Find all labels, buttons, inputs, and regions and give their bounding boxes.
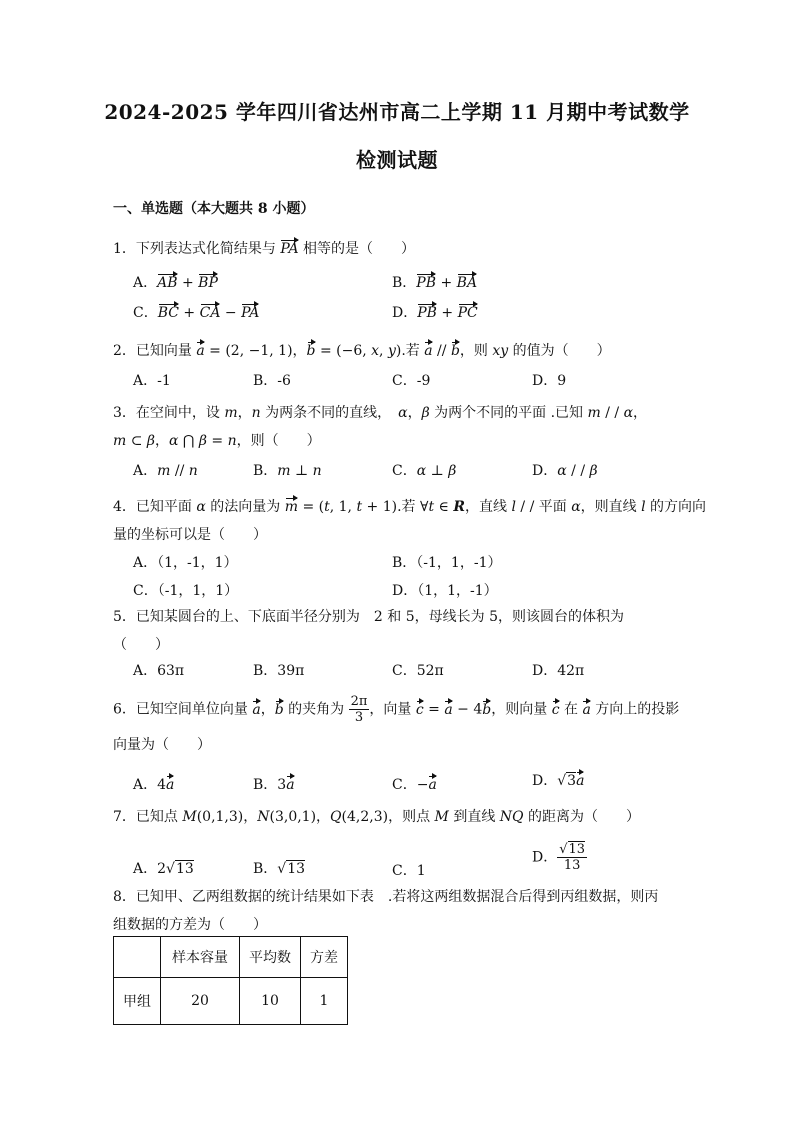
question-5-stem-line2: （ ） (113, 637, 169, 653)
question-2-option-d[interactable]: D．9 (532, 373, 567, 389)
question-6-stem-line2: 向量为（ ） (113, 737, 211, 753)
question-4-stem-line1: 4．已知平面 α 的法向量为 m = (t, 1, t + 1).若 ∀t ∈ R，直线 l / / 平面 α，则直线 l 的方向向 (113, 496, 706, 516)
question-6-stem-line1: 6．已知空间单位向量 a，b 的夹角为 $\frac{2\pi}{3}$ ，向量 c = a − 4b，则向量 c 在 a 方向上的投影 (113, 694, 680, 725)
question-3-option-c[interactable]: C．α ⊥ β (392, 463, 457, 479)
question-5-stem-line1: 5．已知某圆台的上、下底面半径分别为 2 和 5，母线长为 5，则该圆台的体积为 (113, 609, 624, 625)
question-5-option-b[interactable]: B．39π (253, 663, 305, 679)
angle-fraction: $\frac{2\pi}{3}$ (350, 694, 368, 725)
table-cell: 1 (301, 978, 348, 1025)
question-5-option-c[interactable]: C．52π (392, 663, 444, 679)
question-1-option-a[interactable]: A．AB + BP (133, 272, 218, 292)
table-header-cell: 样本容量 (161, 937, 240, 978)
question-4-option-d[interactable]: D．（1，1，-1） (392, 583, 498, 599)
question-7-option-b[interactable]: B．√13 (253, 861, 306, 877)
exam-title: 2024-2025 学年四川省达州市高二上学期 11 月期中考试数学 (104, 100, 690, 124)
table-cell: 20 (161, 978, 240, 1025)
question-3-option-d[interactable]: D．α / / β (532, 463, 598, 479)
table-header-cell (114, 937, 161, 978)
question-8-stem-line1: 8．已知甲、乙两组数据的统计结果如下表 .若将这两组数据混合后得到丙组数据，则丙 (113, 889, 659, 905)
question-2-option-b[interactable]: B．-6 (253, 373, 291, 389)
question-1-stem: 1．下列表达式化简结果与 PA 相等的是（ ） (113, 238, 415, 258)
question-2-stem: 2．已知向量 a = (2, −1, 1)，b = (−6, x, y).若 a // b，则 xy 的值为（ ） (113, 340, 611, 360)
question-8-stem-line2: 组数据的方差为（ ） (113, 917, 267, 933)
question-7-option-d[interactable]: D． $\frac{√13}{13}$ (532, 842, 586, 873)
question-5-option-a[interactable]: A．63π (133, 663, 185, 679)
question-5-option-d[interactable]: D．42π (532, 663, 585, 679)
table-cell: 10 (240, 978, 301, 1025)
question-6-option-a[interactable]: A．4a (133, 774, 174, 794)
table-cell: 甲组 (114, 978, 161, 1025)
exam-subtitle: 检测试题 (356, 148, 438, 172)
question-3-option-a[interactable]: A．m // n (133, 463, 198, 479)
question-7-option-c[interactable]: C．1 (392, 863, 426, 879)
question-1-option-b[interactable]: B．PB + BA (392, 272, 477, 292)
question-6-option-b[interactable]: B．3a (253, 774, 295, 794)
question-3-option-b[interactable]: B．m ⊥ n (253, 463, 322, 479)
table-row (114, 978, 348, 1025)
section-heading: 一、单选题（本大题共 8 小题） (113, 201, 315, 217)
table-header-cell: 平均数 (240, 937, 301, 978)
question-7-stem: 7．已知点 M(0,1,3)，N(3,0,1)，Q(4,2,3)，则点 M 到直线 NQ 的距离为（ ） (113, 809, 640, 825)
question-3-stem-line1: 3．在空间中，设 m，n 为两条不同的直线， α，β 为两个不同的平面 .已知 m / / α， (113, 405, 648, 421)
question-3-stem-line2: m ⊂ β，α ⋂ β = n，则（ ） (113, 433, 321, 449)
table-header-row (114, 937, 348, 978)
question-2-option-c[interactable]: C．-9 (392, 373, 431, 389)
question-2-option-a[interactable]: A．-1 (133, 373, 171, 389)
question-4-stem-line2: 量的坐标可以是（ ） (113, 527, 267, 543)
question-7-option-a[interactable]: A．2√13 (133, 861, 194, 877)
question-6-option-c[interactable]: C．−a (392, 774, 437, 794)
statistics-table (113, 936, 348, 1025)
question-4-option-c[interactable]: C．（-1，1，1） (133, 583, 239, 599)
question-6-option-d[interactable]: D．√3a (532, 770, 584, 790)
question-1-option-d[interactable]: D．PB + PC (392, 302, 478, 322)
question-4-option-a[interactable]: A．（1，-1，1） (133, 555, 238, 571)
question-1-option-c[interactable]: C．BC + CA − PA (133, 302, 259, 322)
question-4-option-b[interactable]: B．（-1，1，-1） (392, 555, 502, 571)
table-header-cell: 方差 (301, 937, 348, 978)
